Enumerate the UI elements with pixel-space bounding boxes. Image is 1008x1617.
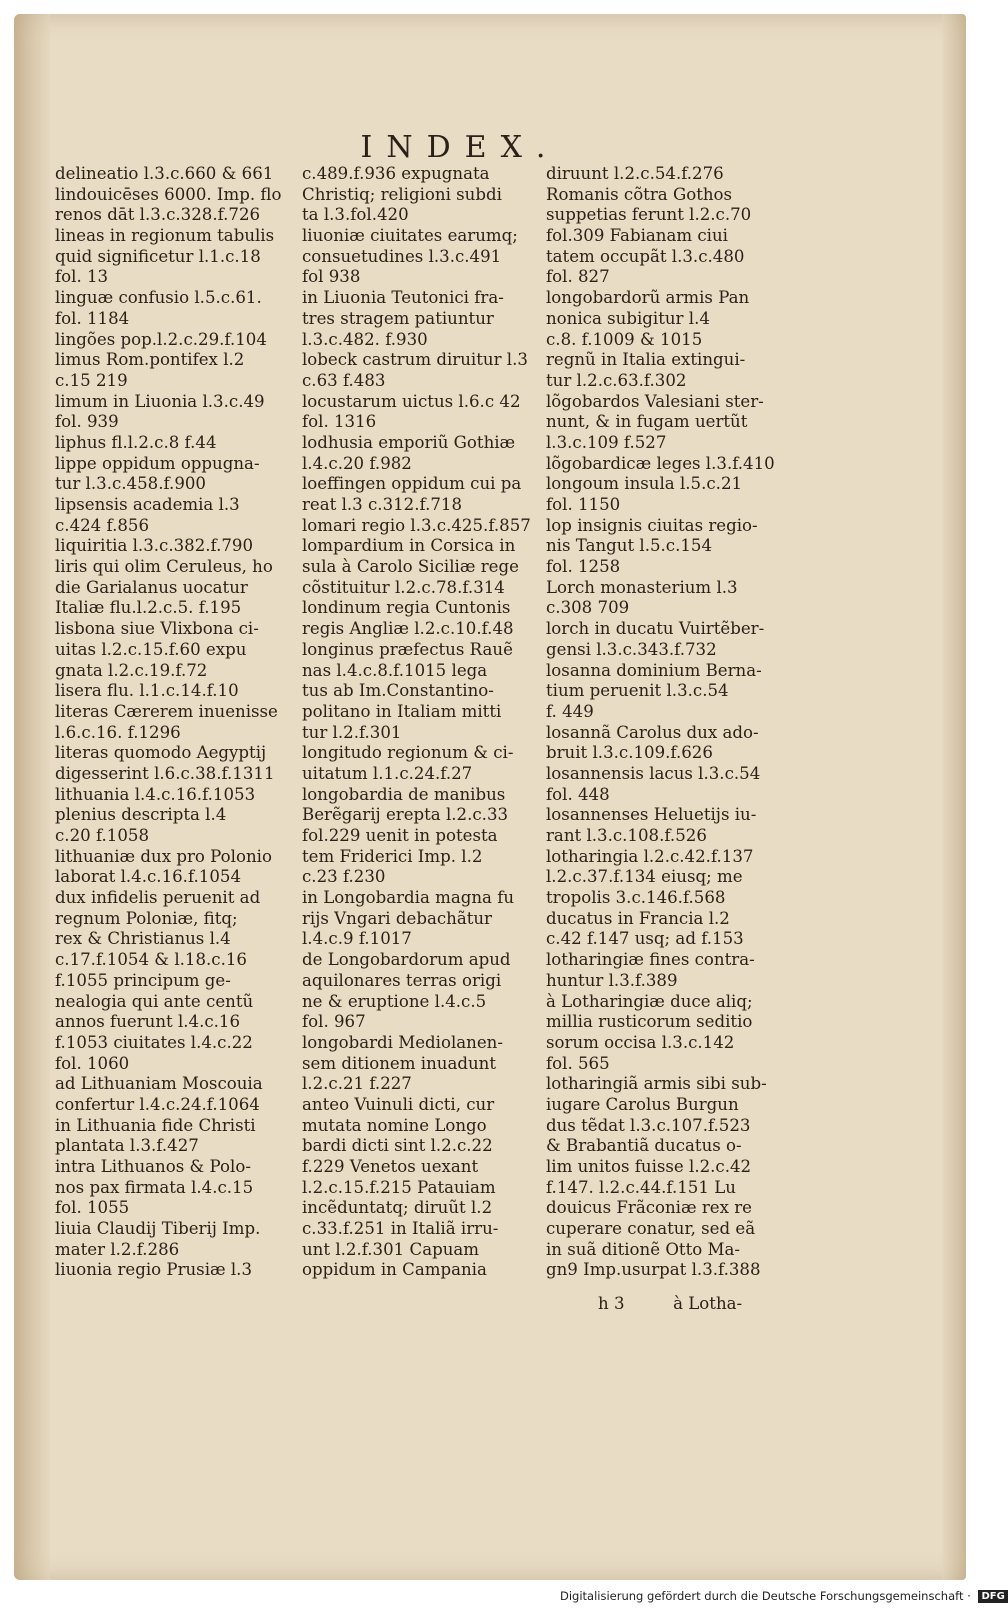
index-entry-line: lineas in regionum tabulis xyxy=(55,226,275,246)
index-entry-line: fol. 13 xyxy=(55,267,109,287)
index-entry-line: renos dāt l.3.c.328.f.726 xyxy=(55,205,261,225)
page-title: INDEX. xyxy=(360,130,560,165)
index-entry-line: fol 938 xyxy=(302,267,361,287)
dfg-logo-icon: DFG xyxy=(978,1590,1007,1603)
index-entry-line: tatem occupãt l.3.c.480 xyxy=(546,246,745,266)
index-entry-line: f. 449 xyxy=(546,701,594,721)
index-entry-line: mutata nomine Longo xyxy=(302,1115,487,1135)
index-entry-line: liris qui olim Ceruleus, ho xyxy=(55,557,273,577)
index-entry-line: lompardium in Corsica in xyxy=(302,536,516,556)
index-entry-line: regis Angliæ l.2.c.10.f.48 xyxy=(302,619,514,639)
index-entry-line: c.15 219 xyxy=(55,370,128,390)
index-entry-line: huntur l.3.f.389 xyxy=(546,970,678,990)
index-entry-line: aquilonares terras origi xyxy=(302,970,502,990)
index-entry-line: uitatum l.1.c.24.f.27 xyxy=(302,763,473,783)
index-entry-line: c.42 f.147 usq; ad f.153 xyxy=(546,929,744,949)
index-entry-line: à Lotharingiæ duce aliq; xyxy=(546,991,753,1011)
index-entry-line: l.2.c.15.f.215 Patauiam xyxy=(302,1177,496,1197)
index-entry-line: l.4.c.9 f.1017 xyxy=(302,929,412,949)
index-entry-line: digesserint l.6.c.38.f.1311 xyxy=(55,763,275,783)
index-entry-line: f.147. l.2.c.44.f.151 Lu xyxy=(546,1177,736,1197)
index-entry-line: lithuania l.4.c.16.f.1053 xyxy=(55,784,256,804)
index-entry-line: tium peruenit l.3.c.54 xyxy=(546,681,729,701)
index-entry-line: die Garialanus uocatur xyxy=(55,577,248,597)
index-entry-line: c.489.f.936 expugnata xyxy=(302,164,490,183)
index-entry-line: & Brabantiã ducatus o- xyxy=(546,1136,742,1156)
index-entry-line: tem Friderici Imp. l.2 xyxy=(302,846,483,866)
index-entry-line: de Longobardorum apud xyxy=(302,950,511,970)
index-entry-line: longinus præfectus Rauẽ xyxy=(302,639,513,659)
index-entry-line: londinum regia Cuntonis xyxy=(302,598,511,618)
index-entry-line: plantata l.3.f.427 xyxy=(55,1136,199,1156)
index-entry-line: losannã Carolus dux ado- xyxy=(546,722,759,742)
index-entry-line: fol.309 Fabianam ciui xyxy=(546,226,728,246)
index-entry-line: consuetudines l.3.c.491 xyxy=(302,246,502,266)
index-entry-line: linguæ confusio l.5.c.61. xyxy=(55,288,262,308)
index-entry-line: gn9 Imp.usurpat l.3.f.388 xyxy=(546,1260,761,1280)
index-entry-line: douicus Frãconiæ rex re xyxy=(546,1198,753,1218)
index-entry-line: lorch in ducatu Vuirtẽber- xyxy=(546,619,765,639)
index-entry-line: liphus fl.l.2.c.8 f.44 xyxy=(55,432,217,452)
index-entry-line: confertur l.4.c.24.f.1064 xyxy=(55,1094,260,1114)
index-entry-line: fol. 967 xyxy=(302,1012,366,1032)
index-column-1 xyxy=(55,164,287,1281)
index-entry-line: lim unitos fuisse l.2.c.42 xyxy=(546,1157,752,1176)
index-entry-line: annos fuerunt l.4.c.16 xyxy=(55,1012,241,1032)
index-entry-line: longobardorũ armis Pan xyxy=(546,288,750,308)
index-entry-line: liuoniæ ciuitates earumq; xyxy=(302,226,518,246)
index-entry-line: f.229 Venetos uexant xyxy=(302,1157,479,1176)
index-entry-line: lindouicēses 6000. Imp. flo xyxy=(55,184,282,204)
index-entry-line: fol. 1184 xyxy=(55,308,130,328)
index-entry-line: lithuaniæ dux pro Polonio xyxy=(55,846,272,866)
index-entry-line: politano in Italiam mitti xyxy=(302,701,502,721)
index-entry-line: loeffingen oppidum cui pa xyxy=(302,474,522,494)
index-entry-line: Berẽgarij erepta l.2.c.33 xyxy=(302,805,509,825)
index-entry-line: c.308 709 xyxy=(546,598,630,618)
index-entry-line: locustarum uictus l.6.c 42 xyxy=(302,391,521,411)
signature-mark: h 3 xyxy=(598,1294,625,1313)
index-entry-line: literas Cærerem inuenisse xyxy=(55,701,278,721)
index-entry-line: nis Tangut l.5.c.154 xyxy=(546,536,713,556)
index-entry-line: fol. 939 xyxy=(55,412,119,432)
index-entry-line: lingões pop.l.2.c.29.f.104 xyxy=(55,329,267,349)
index-entry-line: ne & eruptione l.4.c.5 xyxy=(302,991,487,1011)
index-entry-line: reat l.3 c.312.f.718 xyxy=(302,495,463,514)
index-entry-line: tur l.2.c.63.f.302 xyxy=(546,370,687,390)
index-entry-line: fol. 1316 xyxy=(302,412,377,432)
index-entry-line: fol. 1060 xyxy=(55,1053,130,1073)
index-entry-line: c.20 f.1058 xyxy=(55,826,150,845)
index-entry-line: f.1055 principum ge- xyxy=(55,970,231,990)
index-entry-line: nos pax firmata l.4.c.15 xyxy=(55,1177,254,1197)
index-entry-line: tropolis 3.c.146.f.568 xyxy=(546,888,726,908)
index-entry-line: Christiq; religioni subdi xyxy=(302,184,502,204)
index-entry-line: nealogia qui ante centũ xyxy=(55,991,254,1011)
index-entry-line: c.8. f.1009 & 1015 xyxy=(546,329,703,349)
index-entry-line: laborat l.4.c.16.f.1054 xyxy=(55,867,242,887)
index-entry-line: unt l.2.f.301 Capuam xyxy=(302,1239,480,1259)
index-entry-line: l.2.c.37.f.134 eiusq; me xyxy=(546,867,743,887)
index-entry-line: fol. 1150 xyxy=(546,495,621,514)
index-entry-line: in Lithuania fide Christi xyxy=(55,1115,256,1135)
index-entry-line: Italiæ flu.l.2.c.5. f.195 xyxy=(55,598,242,618)
index-entry-line: in Liuonia Teutonici fra- xyxy=(302,288,504,308)
index-entry-line: regnũ in Italia extingui- xyxy=(546,350,746,370)
index-entry-line: bardi dicti sint l.2.c.22 xyxy=(302,1136,493,1156)
index-entry-line: fol.229 uenit in potesta xyxy=(302,826,498,845)
index-entry-line: lobeck castrum diruitur l.3 xyxy=(302,350,528,370)
index-entry-line: lisbona siue Vlixbona ci- xyxy=(55,619,259,639)
index-entry-line: longitudo regionum & ci- xyxy=(302,743,514,763)
index-column-2 xyxy=(302,164,534,1281)
index-entry-line: iugare Carolus Burgun xyxy=(546,1094,739,1114)
index-entry-line: liuonia regio Prusiæ l.3 xyxy=(55,1260,253,1280)
credit-text: Digitalisierung gefördert durch die Deutsche Forschungsgemeinschaft xyxy=(560,1589,964,1603)
index-entry-line: suppetias ferunt l.2.c.70 xyxy=(546,205,752,225)
index-entry-line: rant l.3.c.108.f.526 xyxy=(546,826,707,845)
index-entry-line: longobardia de manibus xyxy=(302,784,506,804)
index-entry-line: limus Rom.pontifex l.2 xyxy=(55,350,245,370)
index-entry-line: uitas l.2.c.15.f.60 expu xyxy=(55,639,247,659)
index-entry-line: longoum insula l.5.c.21 xyxy=(546,474,743,494)
index-entry-line: anteo Vuinuli dicti, cur xyxy=(302,1094,495,1114)
index-entry-line: lop insignis ciuitas regio- xyxy=(546,515,758,535)
index-entry-line: tus ab Im.Constantino- xyxy=(302,681,494,701)
index-entry-line: tres stragem patiuntur xyxy=(302,308,494,328)
index-entry-line: lõgobardicæ leges l.3.f.410 xyxy=(546,453,775,473)
index-entry-line: mater l.2.f.286 xyxy=(55,1239,180,1259)
index-entry-line: l.2.c.21 f.227 xyxy=(302,1074,412,1094)
index-entry-line: fol. 1055 xyxy=(55,1198,130,1218)
index-entry-line: millia rusticorum seditio xyxy=(546,1012,753,1032)
index-entry-line: c.17.f.1054 & l.18.c.16 xyxy=(55,950,247,970)
index-entry-line: Romanis cõtra Gothos xyxy=(546,184,733,204)
index-entry-line: lotharingiæ fines contra- xyxy=(546,950,755,970)
catchword: à Lotha- xyxy=(673,1294,743,1313)
index-entry-line: c.63 f.483 xyxy=(302,370,386,390)
index-entry-line: in Longobardia magna fu xyxy=(302,888,515,908)
index-entry-line: Lorch monasterium l.3 xyxy=(546,577,738,597)
index-entry-line: fol. 1258 xyxy=(546,557,621,577)
page-edge-shadow xyxy=(942,14,966,1580)
index-entry-line: liuia Claudij Tiberij Imp. xyxy=(55,1219,261,1239)
index-entry-line: lõgobardos Valesiani ster- xyxy=(546,391,764,411)
index-entry-line: lotharingia l.2.c.42.f.137 xyxy=(546,846,754,866)
index-entry-line: delineatio l.3.c.660 & 661 xyxy=(55,164,274,183)
index-entry-line: f.1053 ciuitates l.4.c.22 xyxy=(55,1032,253,1052)
index-entry-line: plenius descripta l.4 xyxy=(55,805,227,825)
index-entry-line: liquiritia l.3.c.382.f.790 xyxy=(55,536,254,556)
index-entry-line: diruunt l.2.c.54.f.276 xyxy=(546,164,724,183)
index-entry-line: lippe oppidum oppugna- xyxy=(55,453,260,473)
index-entry-line: rijs Vngari debachãtur xyxy=(302,908,492,928)
index-entry-line: nas l.4.c.8.f.1015 lega xyxy=(302,660,488,680)
index-entry-line: fol. 448 xyxy=(546,784,610,804)
index-entry-line: limum in Liuonia l.3.c.49 xyxy=(55,391,265,411)
index-entry-line: losannenses Heluetijs iu- xyxy=(546,805,757,825)
index-entry-line: rex & Christianus l.4 xyxy=(55,929,231,949)
index-entry-line: lipsensis academia l.3 xyxy=(55,495,240,514)
index-entry-line: regnum Poloniæ, fitq; xyxy=(55,908,238,928)
index-entry-line: gnata l.2.c.19.f.72 xyxy=(55,660,208,680)
index-entry-line: l.6.c.16. f.1296 xyxy=(55,722,181,742)
index-entry-line: nunt, & in fugam uertũt xyxy=(546,412,748,432)
index-entry-line: sula à Carolo Siciliæ rege xyxy=(302,557,519,577)
index-entry-line: l.3.c.109 f.527 xyxy=(546,432,667,452)
index-entry-line: sem ditionem inuadunt xyxy=(302,1053,496,1073)
index-entry-line: fol. 565 xyxy=(546,1053,610,1073)
index-entry-line: c.23 f.230 xyxy=(302,867,386,887)
digitization-credit: Digitalisierung gefördert durch die Deutsche Forschungsgemeinschaft · DFG xyxy=(560,1589,990,1603)
index-entry-line: c.424 f.856 xyxy=(55,515,150,535)
index-entry-line: tur l.3.c.458.f.900 xyxy=(55,474,206,494)
index-entry-line: lomari regio l.3.c.425.f.857 xyxy=(302,515,531,535)
index-entry-line: nonica subigitur l.4 xyxy=(546,308,710,328)
index-entry-line: literas quomodo Aegyptij xyxy=(55,743,267,763)
page-gutter-shadow xyxy=(14,14,50,1580)
index-entry-line: dus tẽdat l.3.c.107.f.523 xyxy=(546,1115,751,1135)
index-entry-line: in suã ditionẽ Otto Ma- xyxy=(546,1239,741,1259)
index-entry-line: losanna dominium Berna- xyxy=(546,660,762,680)
index-entry-line: sorum occisa l.3.c.142 xyxy=(546,1032,735,1052)
index-entry-line: lodhusia emporiũ Gothiæ xyxy=(302,432,516,452)
signature-line xyxy=(598,1294,778,1313)
index-entry-line: ducatus in Francia l.2 xyxy=(546,908,730,928)
index-entry-line: longobardi Mediolanen- xyxy=(302,1032,503,1052)
index-entry-line: tur l.2.f.301 xyxy=(302,722,402,742)
index-entry-line: l.4.c.20 f.982 xyxy=(302,453,412,473)
index-entry-line: ta l.3.fol.420 xyxy=(302,205,409,225)
index-entry-line: losannensis lacus l.3.c.54 xyxy=(546,763,761,783)
index-entry-line: dux infidelis peruenit ad xyxy=(55,888,261,908)
index-entry-line: bruit l.3.c.109.f.626 xyxy=(546,743,713,763)
index-entry-line: oppidum in Campania xyxy=(302,1260,487,1280)
index-column-3 xyxy=(546,164,778,1281)
index-entry-line: ad Lithuaniam Moscouia xyxy=(55,1074,263,1094)
index-entry-line: fol. 827 xyxy=(546,267,610,287)
index-entry-line: incẽduntatq; diruũt l.2 xyxy=(302,1198,493,1218)
index-entry-line: cõstituitur l.2.c.78.f.314 xyxy=(302,577,505,597)
index-entry-line: quid significetur l.1.c.18 xyxy=(55,246,261,266)
index-entry-line: l.3.c.482. f.930 xyxy=(302,329,428,349)
index-entry-line: cuperare conatur, sed eã xyxy=(546,1219,756,1239)
index-entry-line: c.33.f.251 in Italiã irru- xyxy=(302,1219,499,1239)
index-entry-line: intra Lithuanos & Polo- xyxy=(55,1157,251,1176)
index-entry-line: gensi l.3.c.343.f.732 xyxy=(546,639,717,659)
index-entry-line: lisera flu. l.1.c.14.f.10 xyxy=(55,681,239,701)
index-entry-line: lotharingiã armis sibi sub- xyxy=(546,1074,767,1094)
